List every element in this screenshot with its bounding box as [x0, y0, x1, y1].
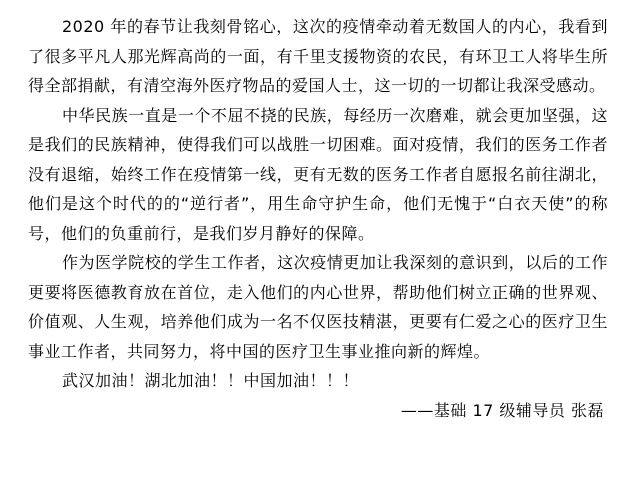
- paragraph-2: 中华民族一直是一个不屈不挠的民族，每经历一次磨难，就会更加坚强，这是我们的民族精神，使得我们可以战胜一切困难。面对疫情，我们的医务工作者没有退缩，始终工作在疫情第一线，更有无数的医务工作者自愿报名前往湖北，他们是这个时代的的“逆行者”，用生命守护生命，他们无愧于“白衣天使”的称号，他们的负重前行，是我们岁月静好的保障。: [28, 105, 608, 243]
- document-body: [28, 12, 608, 425]
- paragraph-4: 武汉加油！湖北加油！！中国加油！！！: [62, 371, 360, 390]
- paragraph-3: 作为医学院校的学生工作者，这次疫情更加让我深刻的意识到，以后的工作更要将医德教育放在首位，走入他们的内心世界，帮助他们树立正确的世界观、价值观、人生观，培养他们成为一名不仅医技精湛，更要有仁爱之心的医疗卫生事业工作者，共同努力，将中国的医疗卫生事业推向新的辉煌。: [28, 253, 608, 361]
- signature-line: ——基础 17 级辅导员 张磊: [400, 400, 604, 420]
- paragraph-1: 2020 年的春节让我刻骨铭心，这次的疫情牵动着无数国人的内心，我看到了很多平凡人那光辉高尚的一面，有千里支援物资的农民，有环卫工人将毕生所得全部捐献，有清空海外医疗物品的爱国人士，这一切的一切都让我深受感动。: [28, 17, 608, 95]
